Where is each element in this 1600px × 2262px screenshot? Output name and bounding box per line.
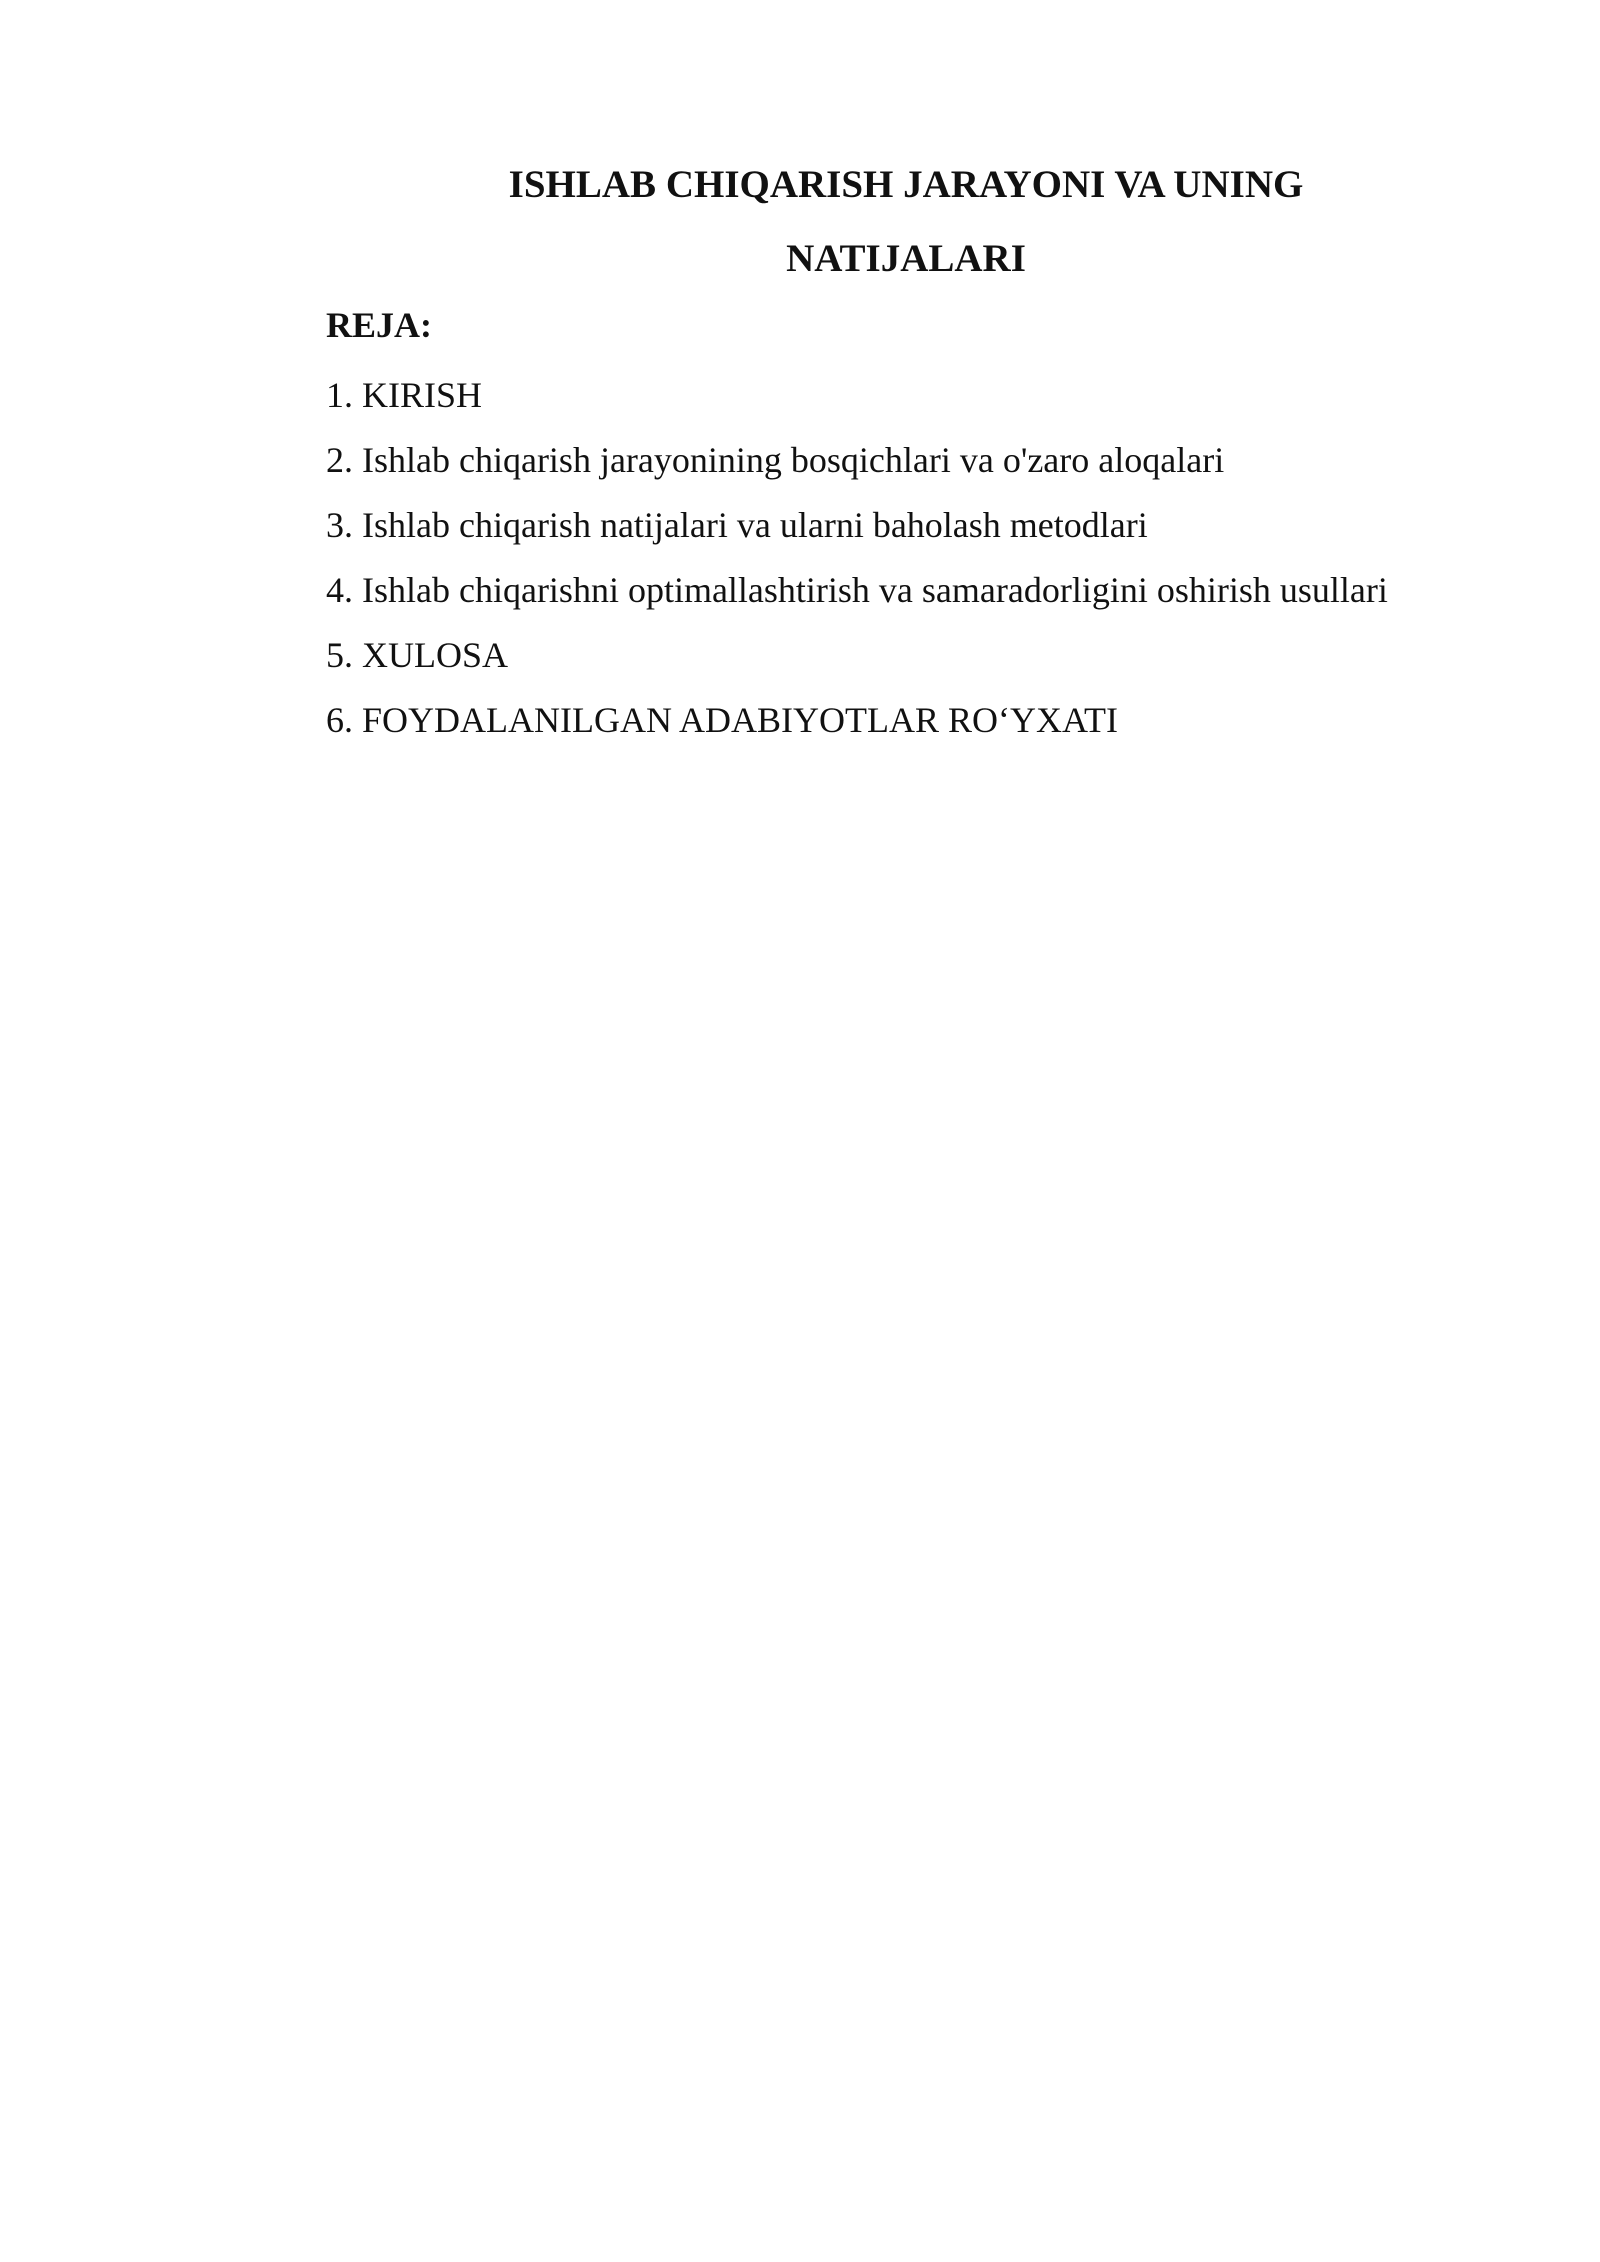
- plan-heading: REJA:: [326, 305, 432, 345]
- title-line-2: NATIJALARI: [786, 237, 1026, 280]
- plan-item-introduction: 1. KIRISH: [326, 375, 483, 415]
- plan-item-production-results: 3. Ishlab chiqarish natijalari va ularni baholash metodlari: [326, 505, 1148, 545]
- plan-item-production-stages: 2. Ishlab chiqarish jarayonining bosqichlari va o'zaro aloqalari: [326, 440, 1225, 480]
- plan-list: [326, 363, 1388, 753]
- document-title: [326, 148, 1486, 296]
- plan-item-conclusion: 5. XULOSA: [326, 635, 509, 675]
- plan-item-references: 6. FOYDALANILGAN ADABIYOTLAR RO‘YXATI: [326, 700, 1118, 740]
- title-line-1: ISHLAB CHIQARISH JARAYONI VA UNING: [508, 163, 1304, 206]
- plan-item-optimization-methods: 4. Ishlab chiqarishni optimallashtirish va samaradorligini oshirish usullari: [326, 570, 1388, 610]
